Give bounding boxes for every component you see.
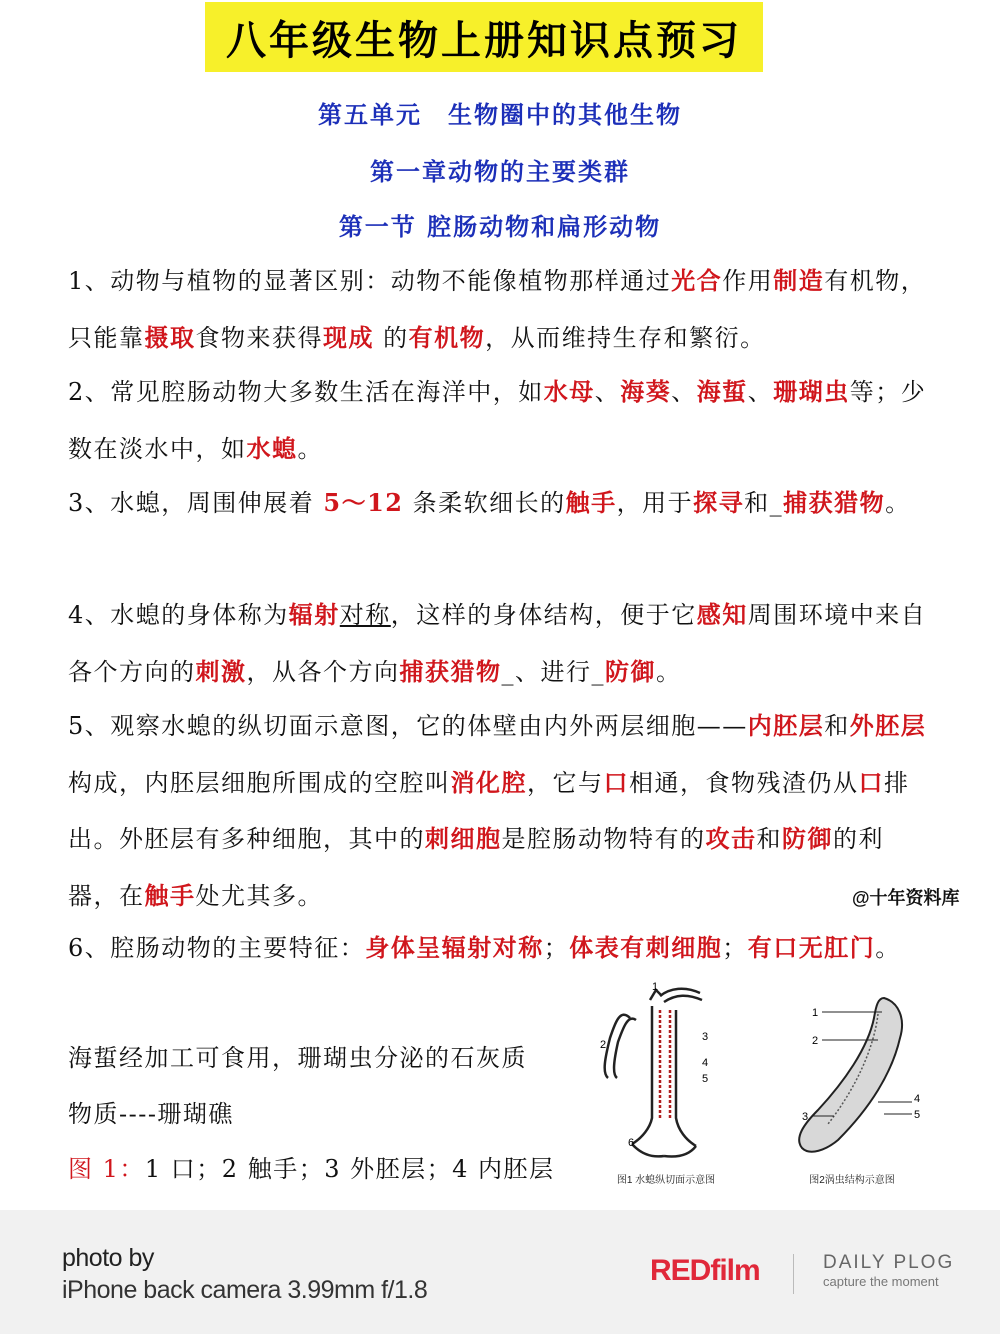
fig2-caption: 图2涡虫结构示意图 — [809, 1175, 895, 1186]
point-2: 2、常见腔肠动物大多数生活在海洋中，如水母、海葵、海蜇、珊瑚虫等；少数在淡水中，如水螅。 — [68, 377, 927, 463]
figure-legend-label: 图 1： — [68, 1155, 145, 1183]
fig1-label-5: 5 — [702, 1073, 709, 1085]
point-4: 4、水螅的身体称为辐射对称，这样的身体结构，便于它感知周围环境中来自各个方向的刺激，从各个方向捕获猎物_、进行_防御。 — [68, 600, 927, 686]
fig1-label-2: 2 — [600, 1039, 607, 1051]
planarian-figure — [774, 978, 930, 1192]
hydra-diagram — [590, 978, 742, 1168]
camera-info: iPhone back camera 3.99mm f/1.8 — [62, 1276, 428, 1304]
point-6: 6、腔肠动物的主要特征：身体呈辐射对称；体表有刺细胞；有口无肛门。 — [68, 933, 901, 962]
fig2-label-5: 5 — [914, 1109, 921, 1121]
title-banner — [205, 2, 763, 72]
fig1-label-1: 1 — [652, 981, 659, 993]
figure-legend — [68, 1142, 588, 1198]
point-5: 5、观察水螅的纵切面示意图，它的体壁由内外两层细胞——内胚层和外胚层构成，内胚层细胞所围成的空腔叫消化腔，它与口相通，食物残渣仍从口排出。外胚层有多种细胞，其中的刺细胞是腔肠动物特有的攻击和防御的利器，在触手处尤其多。 — [68, 711, 927, 910]
photo-footer — [0, 1210, 1000, 1334]
fig1-caption: 图1 水螅纵切面示意图 — [616, 1175, 716, 1186]
fig2-label-4: 4 — [914, 1093, 921, 1105]
fig2-label-1: 1 — [812, 1007, 819, 1019]
jellyfish-note-line-2: 物质----珊瑚礁 — [68, 1100, 234, 1128]
section-heading: 第一节 腔肠动物和扁形动物 — [338, 212, 662, 241]
jellyfish-note-line-1: 海蜇经加工可食用，珊瑚虫分泌的石灰质 — [68, 1044, 527, 1072]
fig2-label-2: 2 — [812, 1035, 819, 1047]
photo-by-label: photo by — [62, 1244, 154, 1272]
point-3: 3、水螅，周围伸展着 5～12 条柔软细长的触手，用于探寻和_捕获猎物。 — [68, 488, 911, 517]
point-1: 1、动物与植物的显著区别：动物不能像植物那样通过光合作用制造有机物，只能靠摄取食物来获得现成 的有机物，从而维持生存和繁衍。 — [68, 266, 927, 352]
fig1-label-4: 4 — [702, 1057, 709, 1069]
chapter-heading: 第一章动物的主要类群 — [370, 157, 630, 186]
daily-plog-title: DAILY PLOG — [823, 1252, 955, 1273]
planarian-diagram — [774, 978, 930, 1168]
hydra-section-figure — [590, 978, 742, 1192]
figure-legend-text: 1 口；2 触手；3 外胚层；4 内胚层 — [144, 1155, 555, 1183]
watermark: @十年资料库 — [852, 888, 960, 908]
page-title: 八年级生物上册知识点预习 — [226, 16, 742, 64]
unit-heading: 第五单元 生物圈中的其他生物 — [318, 100, 682, 129]
fig2-label-3: 3 — [802, 1111, 809, 1123]
fig1-label-3: 3 — [702, 1031, 709, 1043]
footer-divider — [793, 1254, 794, 1294]
daily-plog-subtitle: capture the moment — [823, 1274, 939, 1289]
redfilm-logo: REDfilm — [650, 1254, 760, 1287]
fig1-label-6: 6 — [628, 1137, 635, 1149]
